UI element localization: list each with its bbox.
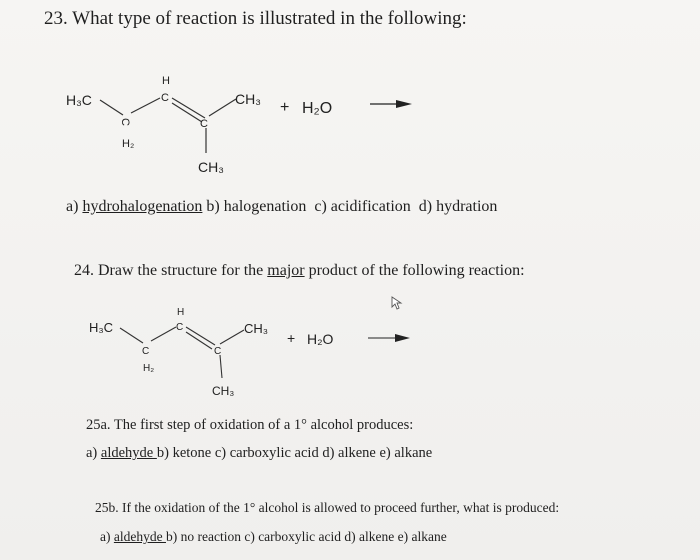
question-25a-prompt: 25a. The first step of oxidation of a 1° alcohol produces: [86, 417, 414, 433]
ch2-carbon-label: C [119, 118, 131, 126]
question-25a-options [86, 445, 432, 462]
ch-carbon-label: C [161, 92, 169, 104]
option-d: d) hydration [418, 198, 498, 215]
option-a-prefix: a) [86, 445, 101, 461]
h3c-label: H₃C [66, 92, 92, 108]
option-a-answer: aldehyde [100, 445, 157, 461]
ch-carbon-label: C [176, 322, 184, 333]
bond [120, 328, 143, 343]
question-23-prompt: 23. What type of reaction is illustrated in the following: [44, 8, 467, 29]
option-a-prefix: a) [100, 529, 114, 544]
bond [220, 355, 222, 378]
ch3-bottom-label: CH₃ [198, 159, 224, 175]
water-label: H₂O [302, 100, 333, 117]
ch3-bottom-label: CH₃ [212, 384, 235, 398]
plus-sign: + [287, 330, 296, 346]
options-rest: b) no reaction c) carboxylic acid d) alkene e) alkane [165, 529, 447, 544]
ch2-carbon-label: C [142, 346, 150, 357]
ch2-hydrogen-label: H₂ [143, 363, 155, 374]
ch-hydrogen-label: H [162, 75, 170, 87]
option-a-prefix: a) [66, 198, 83, 215]
reaction-arrow-icon [368, 334, 410, 342]
options-rest: b) ketone c) carboxylic acid d) alkene e) alkane [156, 445, 433, 461]
ch3-top-label: CH₃ [244, 321, 269, 336]
question-24-major: major [267, 262, 305, 279]
bond [186, 327, 215, 345]
water-label: H₂O [307, 331, 334, 347]
bond [151, 327, 176, 341]
question-24-prompt-end: product of the following reaction: [304, 262, 525, 279]
question-25b-options [100, 529, 447, 545]
ch3-top-label: CH₃ [235, 91, 261, 107]
option-c: c) acidification [314, 198, 411, 215]
center-carbon-label: C [200, 118, 208, 130]
center-carbon-label: C [214, 346, 222, 357]
ch-hydrogen-label: H [177, 307, 185, 318]
option-b: b) halogenation [202, 198, 307, 215]
bond [220, 330, 244, 344]
plus-sign: + [280, 99, 290, 116]
h3c-label: H₃C [89, 320, 114, 335]
question-25b-prompt: 25b. If the oxidation of the 1° alcohol is allowed to proceed further, what is produced: [95, 500, 560, 515]
ch2-hydrogen-label: H₂ [122, 138, 135, 150]
option-a-answer: hydrohalogenation [82, 198, 203, 215]
option-a-answer: aldehyde [113, 529, 166, 544]
question-24-prompt-start: 24. Draw the structure for the [74, 262, 268, 279]
